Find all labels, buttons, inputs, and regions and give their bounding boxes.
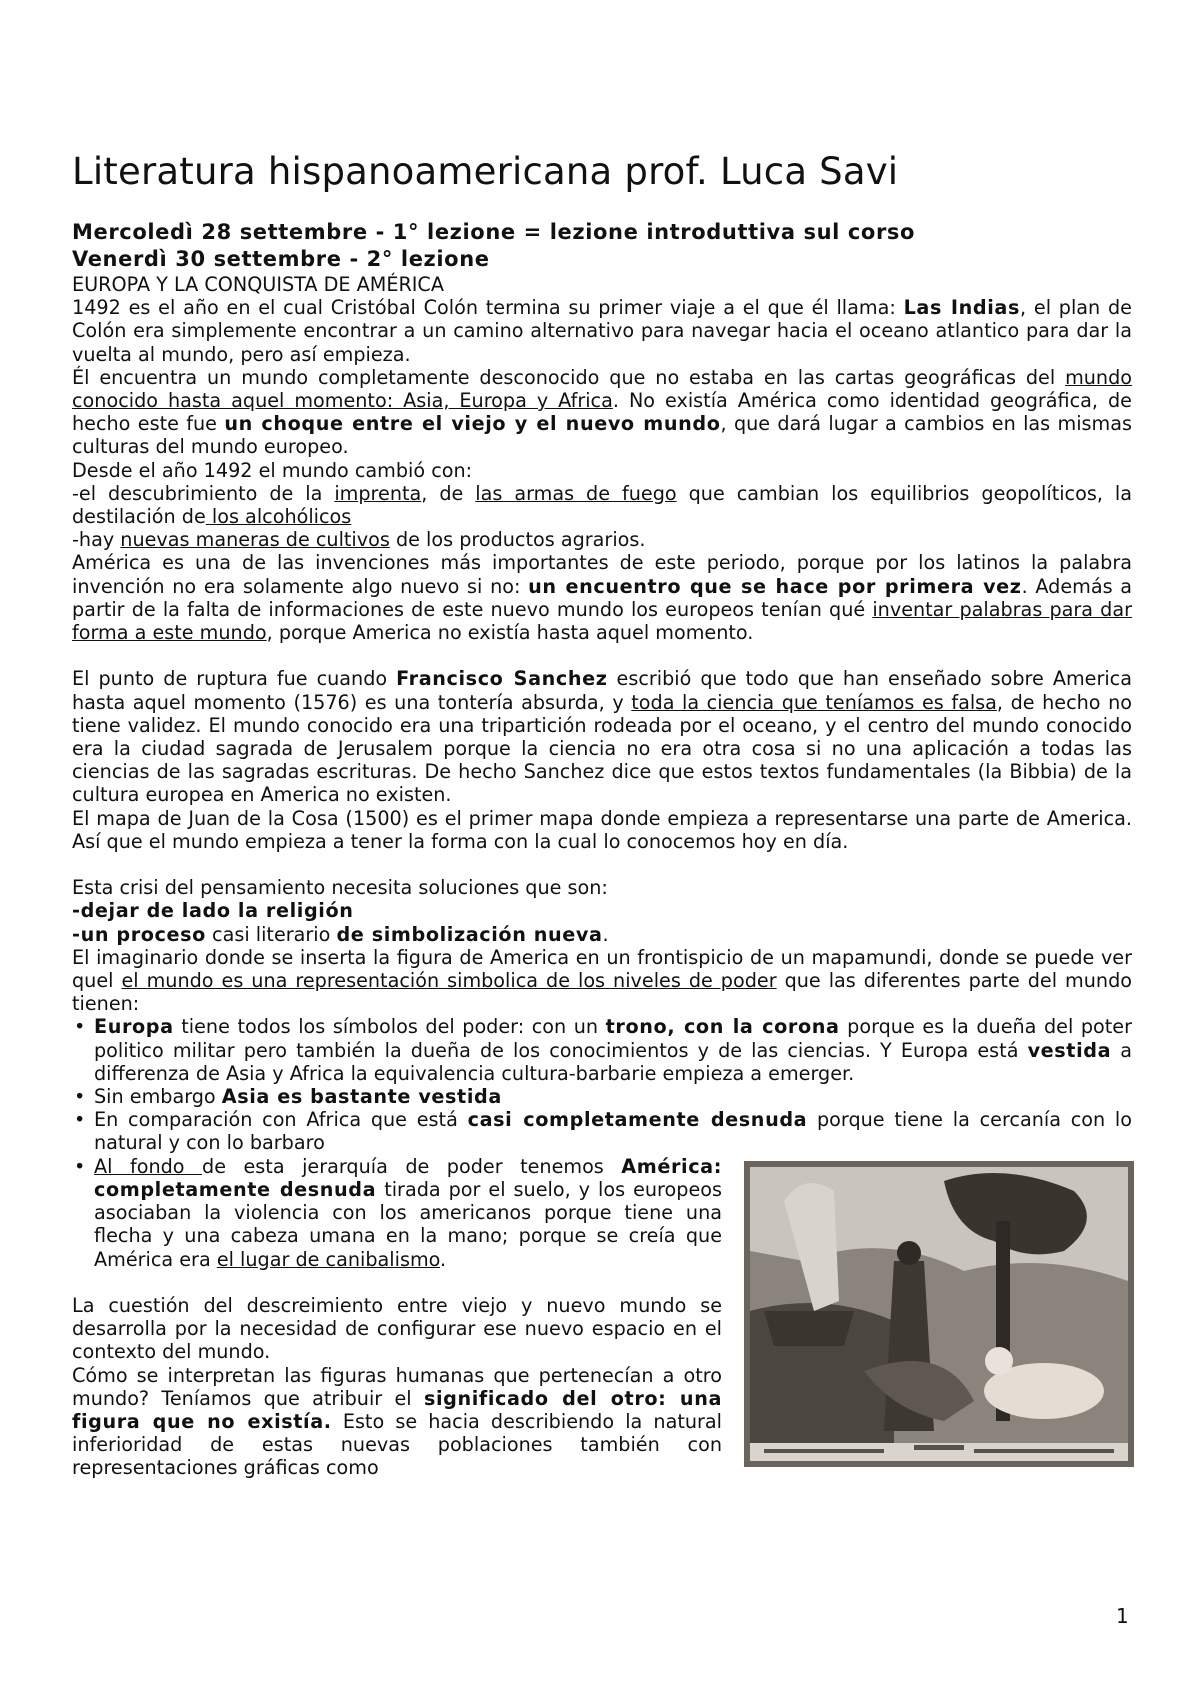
paragraph-4: -el descubrimiento de la imprenta, de las armas de fuego que cambian los equilibrios geopolíticos, la destilación de los alcohólicos [72,481,1132,529]
paragraph-7: El punto de ruptura fue cuando Francisco Sanchez escribió que todo que han enseñado sobre America hasta aquel momento (1576) es una tontería absurda, y toda la ciencia que teníamos es falsa, de hecho no tiene validez. El mundo conocido era una tripartición rodeada por el oceano, y el centro del mundo conocido era la ciudad sagrada de Jerusalem porque la ciencia no era otra cosa si no una aplicación a todas las ciencias de las sagradas escrituras. De hecho Sanchez dice que estos textos fundamentales (la Bibbia) de la cultura europea en America no existen. [72,667,1132,807]
paragraph-6: América es una de las invenciones más importantes de este periodo, porque por los latinos la palabra invención no era solamente algo nuevo si no: un encuentro que se hace por primera vez. Además a partir de la falta de informaciones de este nuevo mundo los europeos tenían qué inventar palabras para dar forma a este mundo, porque America no existía hasta aquel momento. [72,551,1133,645]
paragraph-14: Cómo se interpretan las figuras humanas que pertenecían a otro mundo? Teníamos que atribuir el significado del otro: una figura que no existía. Esto se hacia describiendo la natural inferioridad de estas nuevas poblaciones también con representaciones gráficas como [72,1363,723,1480]
paragraph-5: -hay nuevas maneras de cultivos de los productos agrarios. [72,528,646,552]
lesson-2-heading: Venerdì 30 settembre - 2° lezione [72,247,490,271]
page-number: 1 [1116,1604,1129,1628]
list-item: • En comparación con Africa que está casi completamente desnuda porque tiene la cercanía con lo natural y con lo barbaro [94,1108,1132,1154]
paragraph-9: Esta crisi del pensamiento necesita soluciones que son: [72,876,608,900]
paragraph-8: El mapa de Juan de la Cosa (1500) es el primer mapa donde empieza a representarse una parte de America. Así que el mundo empieza a tener la forma con la cual lo conocemos hoy en día. [72,806,1132,853]
paragraph-13: La cuestión del descreimiento entre viejo y nuevo mundo se desarrolla por la necesidad de configurar ese nuevo espacio en el contexto del mundo. [72,1293,722,1364]
paragraph-11: -un proceso casi literario de simbolización nueva. [72,922,609,946]
page-title: Literatura hispanoamericana prof. Luca Savi [72,150,899,193]
paragraph-3: Desde el año 1492 el mundo cambió con: [72,458,473,482]
list-item: • Al fondo de esta jerarquía de poder tenemos América: completamente desnuda tirada por el suelo, y los europeos asociaban la violencia con los americanos porque tiene una flecha y una cabeza umana en la mano; porque se creía que América era el lugar de canibalismo. [94,1155,1132,1271]
list-item: • Europa tiene todos los símbolos del poder: con un trono, con la corona porque es la dueña del poter politico militar pero también la dueña de los conocimientos y de las ciencias. Y Europa está vestida a differenza de Asia y Africa la equivalencia cultura-barbarie empieza a emerger. [94,1015,1132,1085]
paragraph-1: 1492 es el año en el cual Cristóbal Colón termina su primer viaje a el que él llama: Las Indias, el plan de Colón era simplemente encontrar a un camino alternativo para navegar hacia el oceano atlantico para dar la vuelta al mundo, pero así empieza. [72,296,1132,366]
paragraph-10: -dejar de lado la religión [72,899,354,923]
paragraph-12: El imaginario donde se inserta la figura de America en un frontispicio de un mapamundi, donde se puede ver quel el mundo es una representación simbolica de los niveles de poder que las diferentes parte del mundo tienen: [72,945,1132,1016]
lesson-1-heading: Mercoledì 28 settembre - 1° lezione = lezione introduttiva sul corso [72,220,916,244]
bullet-list-continued [72,1155,1132,1271]
section-title: EUROPA Y LA CONQUISTA DE AMÉRICA [72,273,444,296]
paragraph-2: Él encuentra un mundo completamente desconocido que no estaba en las cartas geográficas del mundo conocido hasta aquel momento: Asia, Europa y Africa. No existía América como identidad geográfica, de hecho este fue un choque entre el viejo y el nuevo mundo, que dará lugar a cambios en las mismas culturas del mundo europeo. [72,365,1132,459]
document-body [72,219,1132,1480]
list-item: • Sin embargo Asia es bastante vestida [94,1085,1132,1108]
bullet-list [72,1015,1132,1154]
